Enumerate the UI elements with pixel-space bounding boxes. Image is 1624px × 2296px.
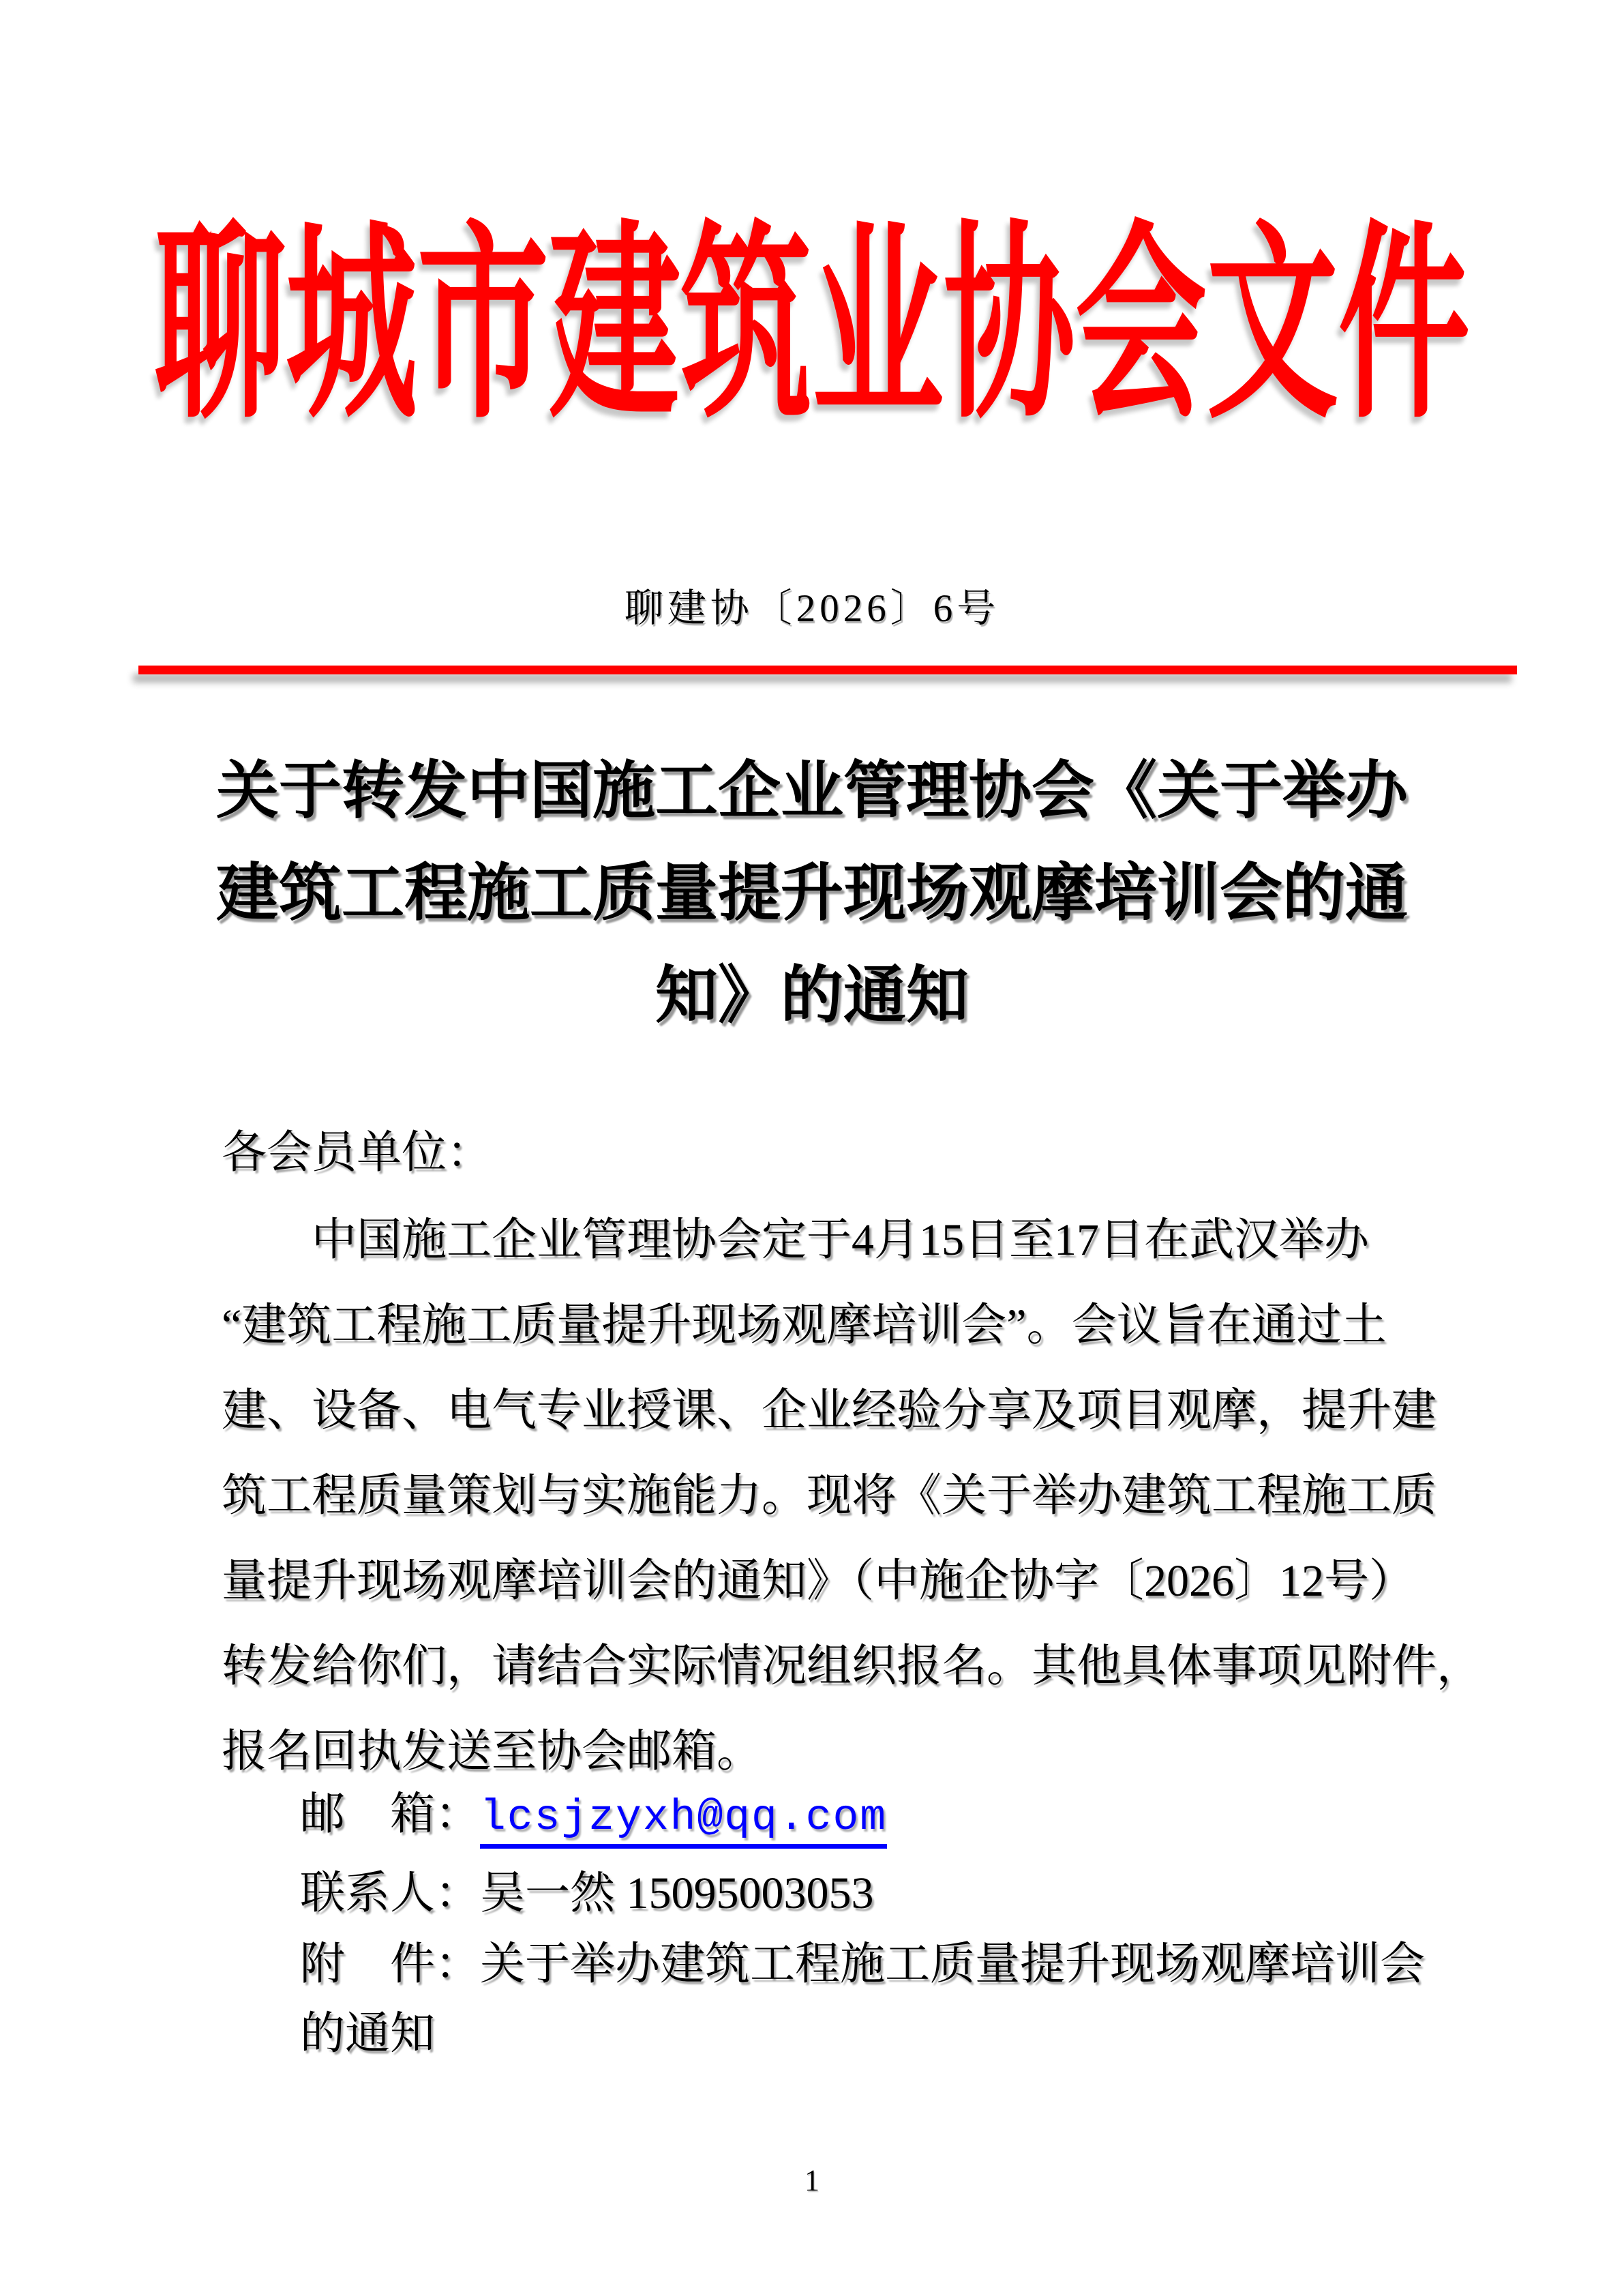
- paragraph-line: 量提升现场观摩培训会的通知》（中施企协字〔2026〕12号）: [222, 1556, 1414, 1606]
- document-title-line-3: 知》的通知: [655, 961, 969, 1030]
- attachment-label: 附 件：: [300, 1939, 480, 1989]
- email-label: 邮 箱：: [300, 1789, 480, 1839]
- paragraph-line: 建、设备、电气专业授课、企业经验分享及项目观摩，提升建: [222, 1386, 1437, 1435]
- attachment-row: [300, 1930, 1425, 2069]
- document-title-line-2: 建筑工程施工质量提升现场观摩培训会的通: [215, 859, 1408, 928]
- attachment-title-line-2: 的通知: [300, 2009, 435, 2059]
- red-divider-rule: [138, 666, 1517, 674]
- paragraph-line: 筑工程质量策划与实施能力。现将《关于举办建筑工程施工质: [222, 1471, 1437, 1521]
- paragraph-line: 中国施工企业管理协会定于4月15日至17日在武汉举办: [312, 1215, 1369, 1265]
- salutation: 各会员单位：: [222, 1128, 492, 1178]
- attachment-title-line-1: 关于举办建筑工程施工质量提升现场观摩培训会: [480, 1939, 1425, 1989]
- body-paragraph: [222, 1197, 1482, 1794]
- contact-row: [300, 1856, 874, 1921]
- org-header-title: 聊城市建筑业协会文件: [153, 209, 1470, 443]
- contact-value: 吴一然 15095003053: [480, 1868, 874, 1918]
- paragraph-line: “建筑工程施工质量提升现场观摩培训会”。会议旨在通过土: [222, 1300, 1387, 1350]
- document-title: [0, 740, 1624, 1047]
- paragraph-line: 转发给你们，请结合实际情况组织报名。其他具体事项见附件，: [222, 1641, 1482, 1691]
- page-number: 1: [805, 2164, 819, 2197]
- email-row: [300, 1777, 887, 1842]
- doc-number: 聊建协〔2026〕6号: [624, 587, 1000, 630]
- paragraph-line: 报名回执发送至协会邮箱。: [222, 1727, 762, 1776]
- contact-label: 联系人：: [300, 1868, 480, 1918]
- document-title-line-1: 关于转发中国施工企业管理协会《关于举办: [215, 756, 1408, 826]
- email-link[interactable]: lcsjzyxh@qq.com: [480, 1793, 887, 1849]
